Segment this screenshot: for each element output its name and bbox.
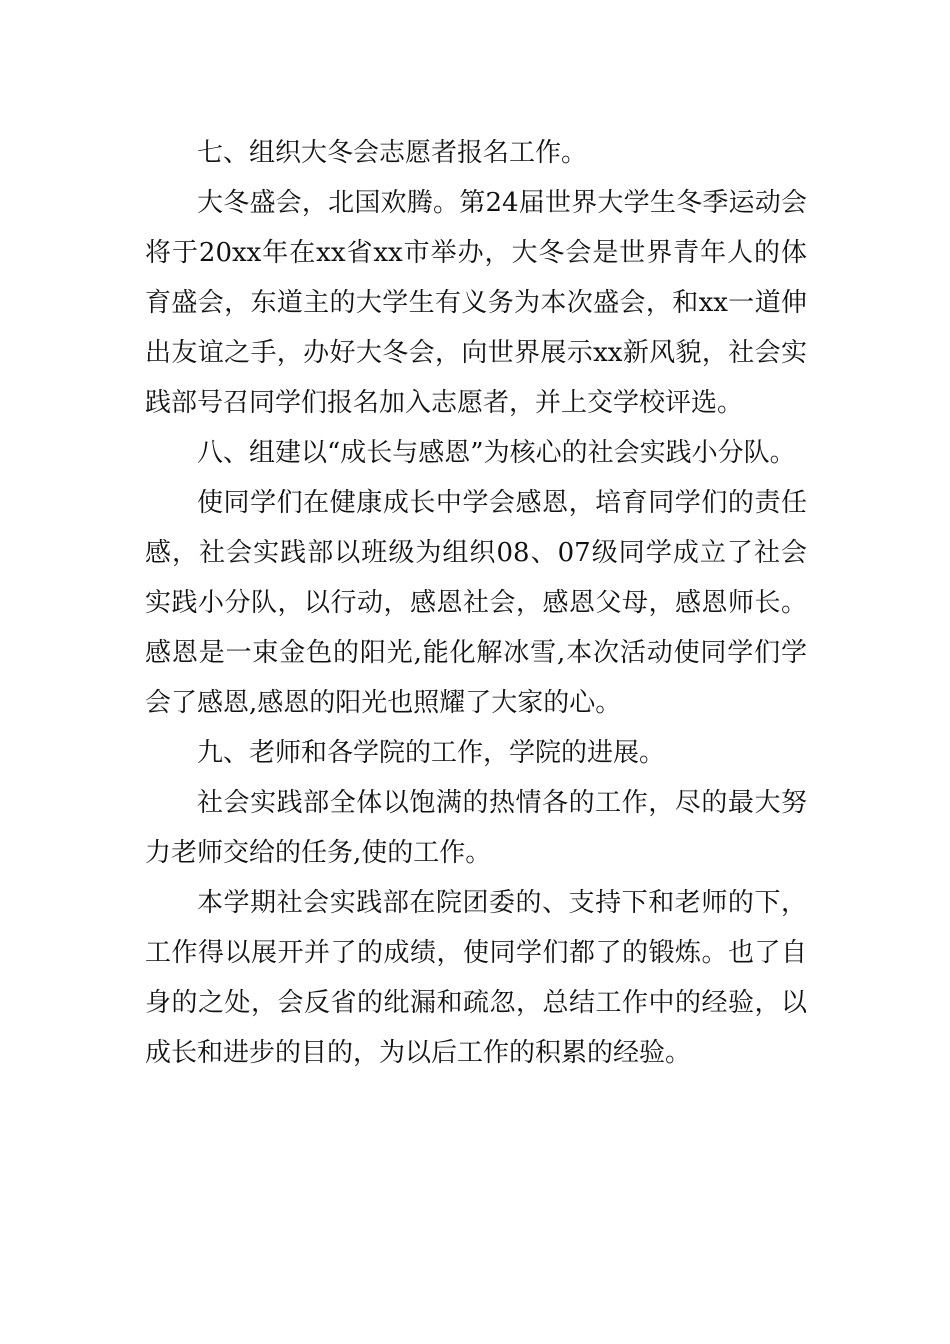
section-heading-7: 七、组织大冬会志愿者报名工作。	[197, 138, 588, 168]
paragraph-winter-games: 大冬盛会，北国欢腾。第24届世界大学生冬季运动会将于20xx年在xx省xx市举办，大冬会是世界青年人的体育盛会，东道主的大学生有义务为本次盛会，和xx一道伸出友谊之手，办好大冬会，向世界展示xx新风貌，社会实践部号召同学们报名加入志愿者，并上交学校评选。	[145, 188, 807, 418]
paragraph-summary: 本学期社会实践部在院团委的、支持下和老师的下，工作得以展开并了的成绩，使同学们都了的锻炼。也了自身的之处，会反省的纰漏和疏忽，总结工作中的经验，以成长和进步的目的，为以后工作的积累的经验。	[145, 888, 807, 1068]
document-body	[145, 128, 807, 1078]
section-heading-8: 八、组建以“成长与感恩”为核心的社会实践小分队。	[197, 438, 796, 468]
section-heading-9: 九、老师和各学院的工作，学院的进展。	[197, 738, 666, 768]
paragraph-department-work: 社会实践部全体以饱满的热情各的工作，尽的最大努力老师交给的任务,使的工作。	[145, 788, 807, 868]
paragraph-gratitude-team: 使同学们在健康成长中学会感恩，培育同学们的责任感，社会实践部以班级为组织08、07级同学成立了社会实践小分队，以行动，感恩社会，感恩父母，感恩师长。感恩是一束金色的阳光,能化解冰雪,本次活动使同学们学会了感恩,感恩的阳光也照耀了大家的心。	[145, 488, 807, 718]
